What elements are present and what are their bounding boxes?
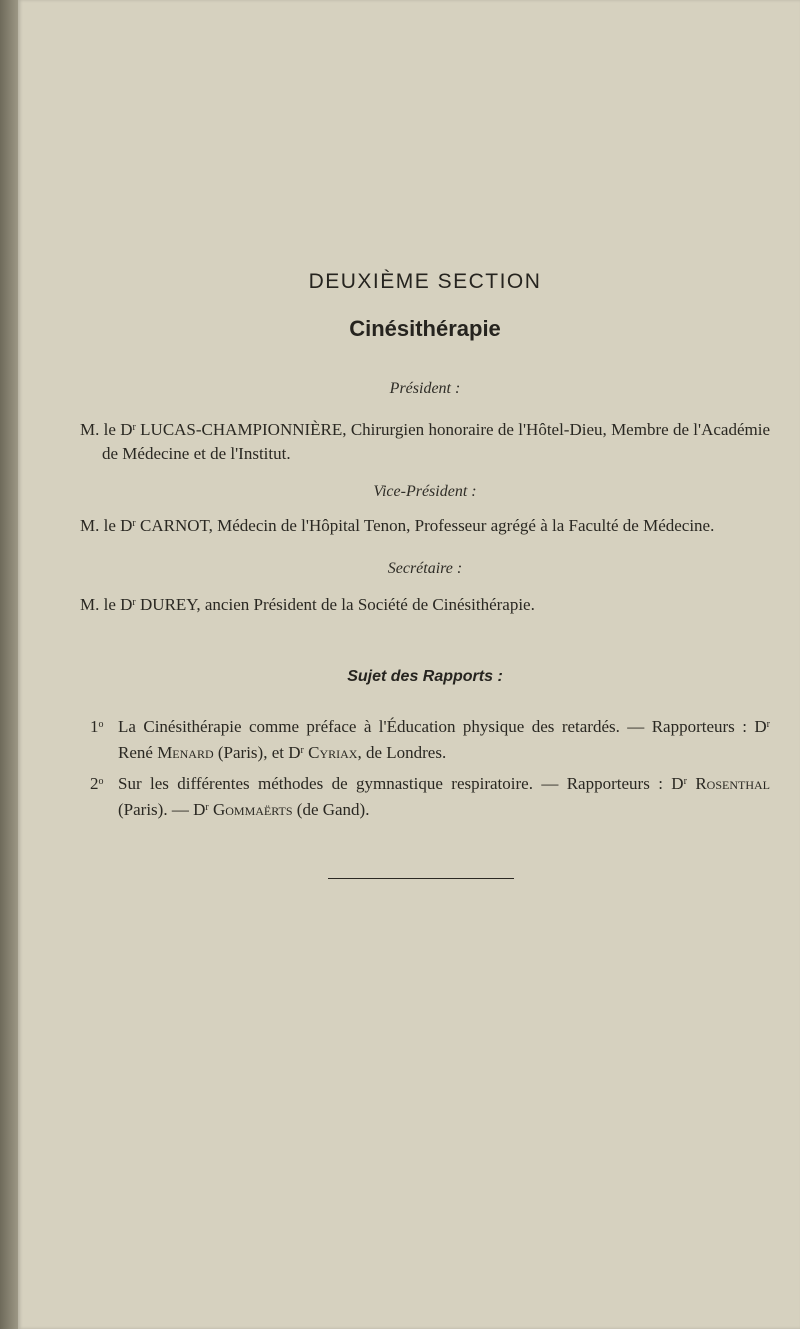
vice-president-prefix: M. le D <box>80 516 133 535</box>
document-page <box>18 0 800 1329</box>
section-title: Cinésithérapie <box>349 316 501 341</box>
secretary-entry <box>80 591 770 617</box>
secretary-text: DUREY, ancien Président de la Société de Cinésithérapie. <box>135 595 535 614</box>
subject-1-sup-a: r <box>766 719 770 730</box>
subject-2-text-a: Sur les différentes méthodes de gymnastique respiratoire. — Rapporteurs : D <box>118 774 684 793</box>
vice-president-sup: r <box>132 518 136 529</box>
subject-number-1-digit: 1 <box>90 717 99 736</box>
subject-number-2 <box>90 770 104 796</box>
subject-item-2 <box>80 770 770 822</box>
secretary-role-label: Secrétaire : <box>387 560 463 577</box>
subject-2-text-e: (de Gand). <box>292 800 370 819</box>
section-divider <box>328 878 514 879</box>
vice-president-entry <box>80 512 770 538</box>
section-heading: DEUXIÈME SECTION <box>308 270 542 293</box>
page-edge <box>0 0 18 1329</box>
president-prefix: M. le D <box>80 420 133 439</box>
vice-president-role-label: Vice-Président : <box>373 483 477 500</box>
secretary-sup: r <box>132 597 136 608</box>
subject-1-text-c: (Paris), et D <box>213 743 301 762</box>
subject-2-rapporteur-b: Gommaërts <box>212 800 293 819</box>
subject-2-sup-b: r <box>205 802 209 813</box>
subject-number-2-sup: o <box>98 776 104 787</box>
vice-president-text: CARNOT, Médecin de l'Hôpital Tenon, Professeur agrégé à la Faculté de Médecine. <box>135 516 715 535</box>
president-text: LUCAS-CHAMPIONNIÈRE, Chirurgien honoraire de l'Hôtel-Dieu, Membre de l'Académie de Médecine et de l'Institut. <box>102 420 770 463</box>
subject-number-1-sup: o <box>98 719 104 730</box>
subject-1-text-a: La Cinésithérapie comme préface à l'Éducation physique des retardés. — Rapporteurs : D <box>118 717 767 736</box>
president-role-label: Président : <box>389 380 461 397</box>
subject-2-sup-a: r <box>683 776 687 787</box>
subject-1-rapporteur-a: Menard <box>157 743 214 762</box>
subject-1-text-b: René <box>118 743 158 762</box>
subject-number-2-digit: 2 <box>90 774 99 793</box>
subjects-title: Sujet des Rapports : <box>347 668 503 685</box>
subject-2-rapporteur-a: Rosenthal <box>695 774 770 793</box>
subject-1-sup-b: r <box>300 745 304 756</box>
president-entry <box>80 416 770 466</box>
subject-1-rapporteur-b: Cyriax <box>308 743 358 762</box>
subject-2-text-c: (Paris). — D <box>118 800 206 819</box>
subject-item-1 <box>80 713 770 765</box>
subject-1-text-e: , de Londres. <box>357 743 447 762</box>
secretary-prefix: M. le D <box>80 595 133 614</box>
president-sup: r <box>132 422 136 433</box>
subject-number-1 <box>90 713 104 739</box>
